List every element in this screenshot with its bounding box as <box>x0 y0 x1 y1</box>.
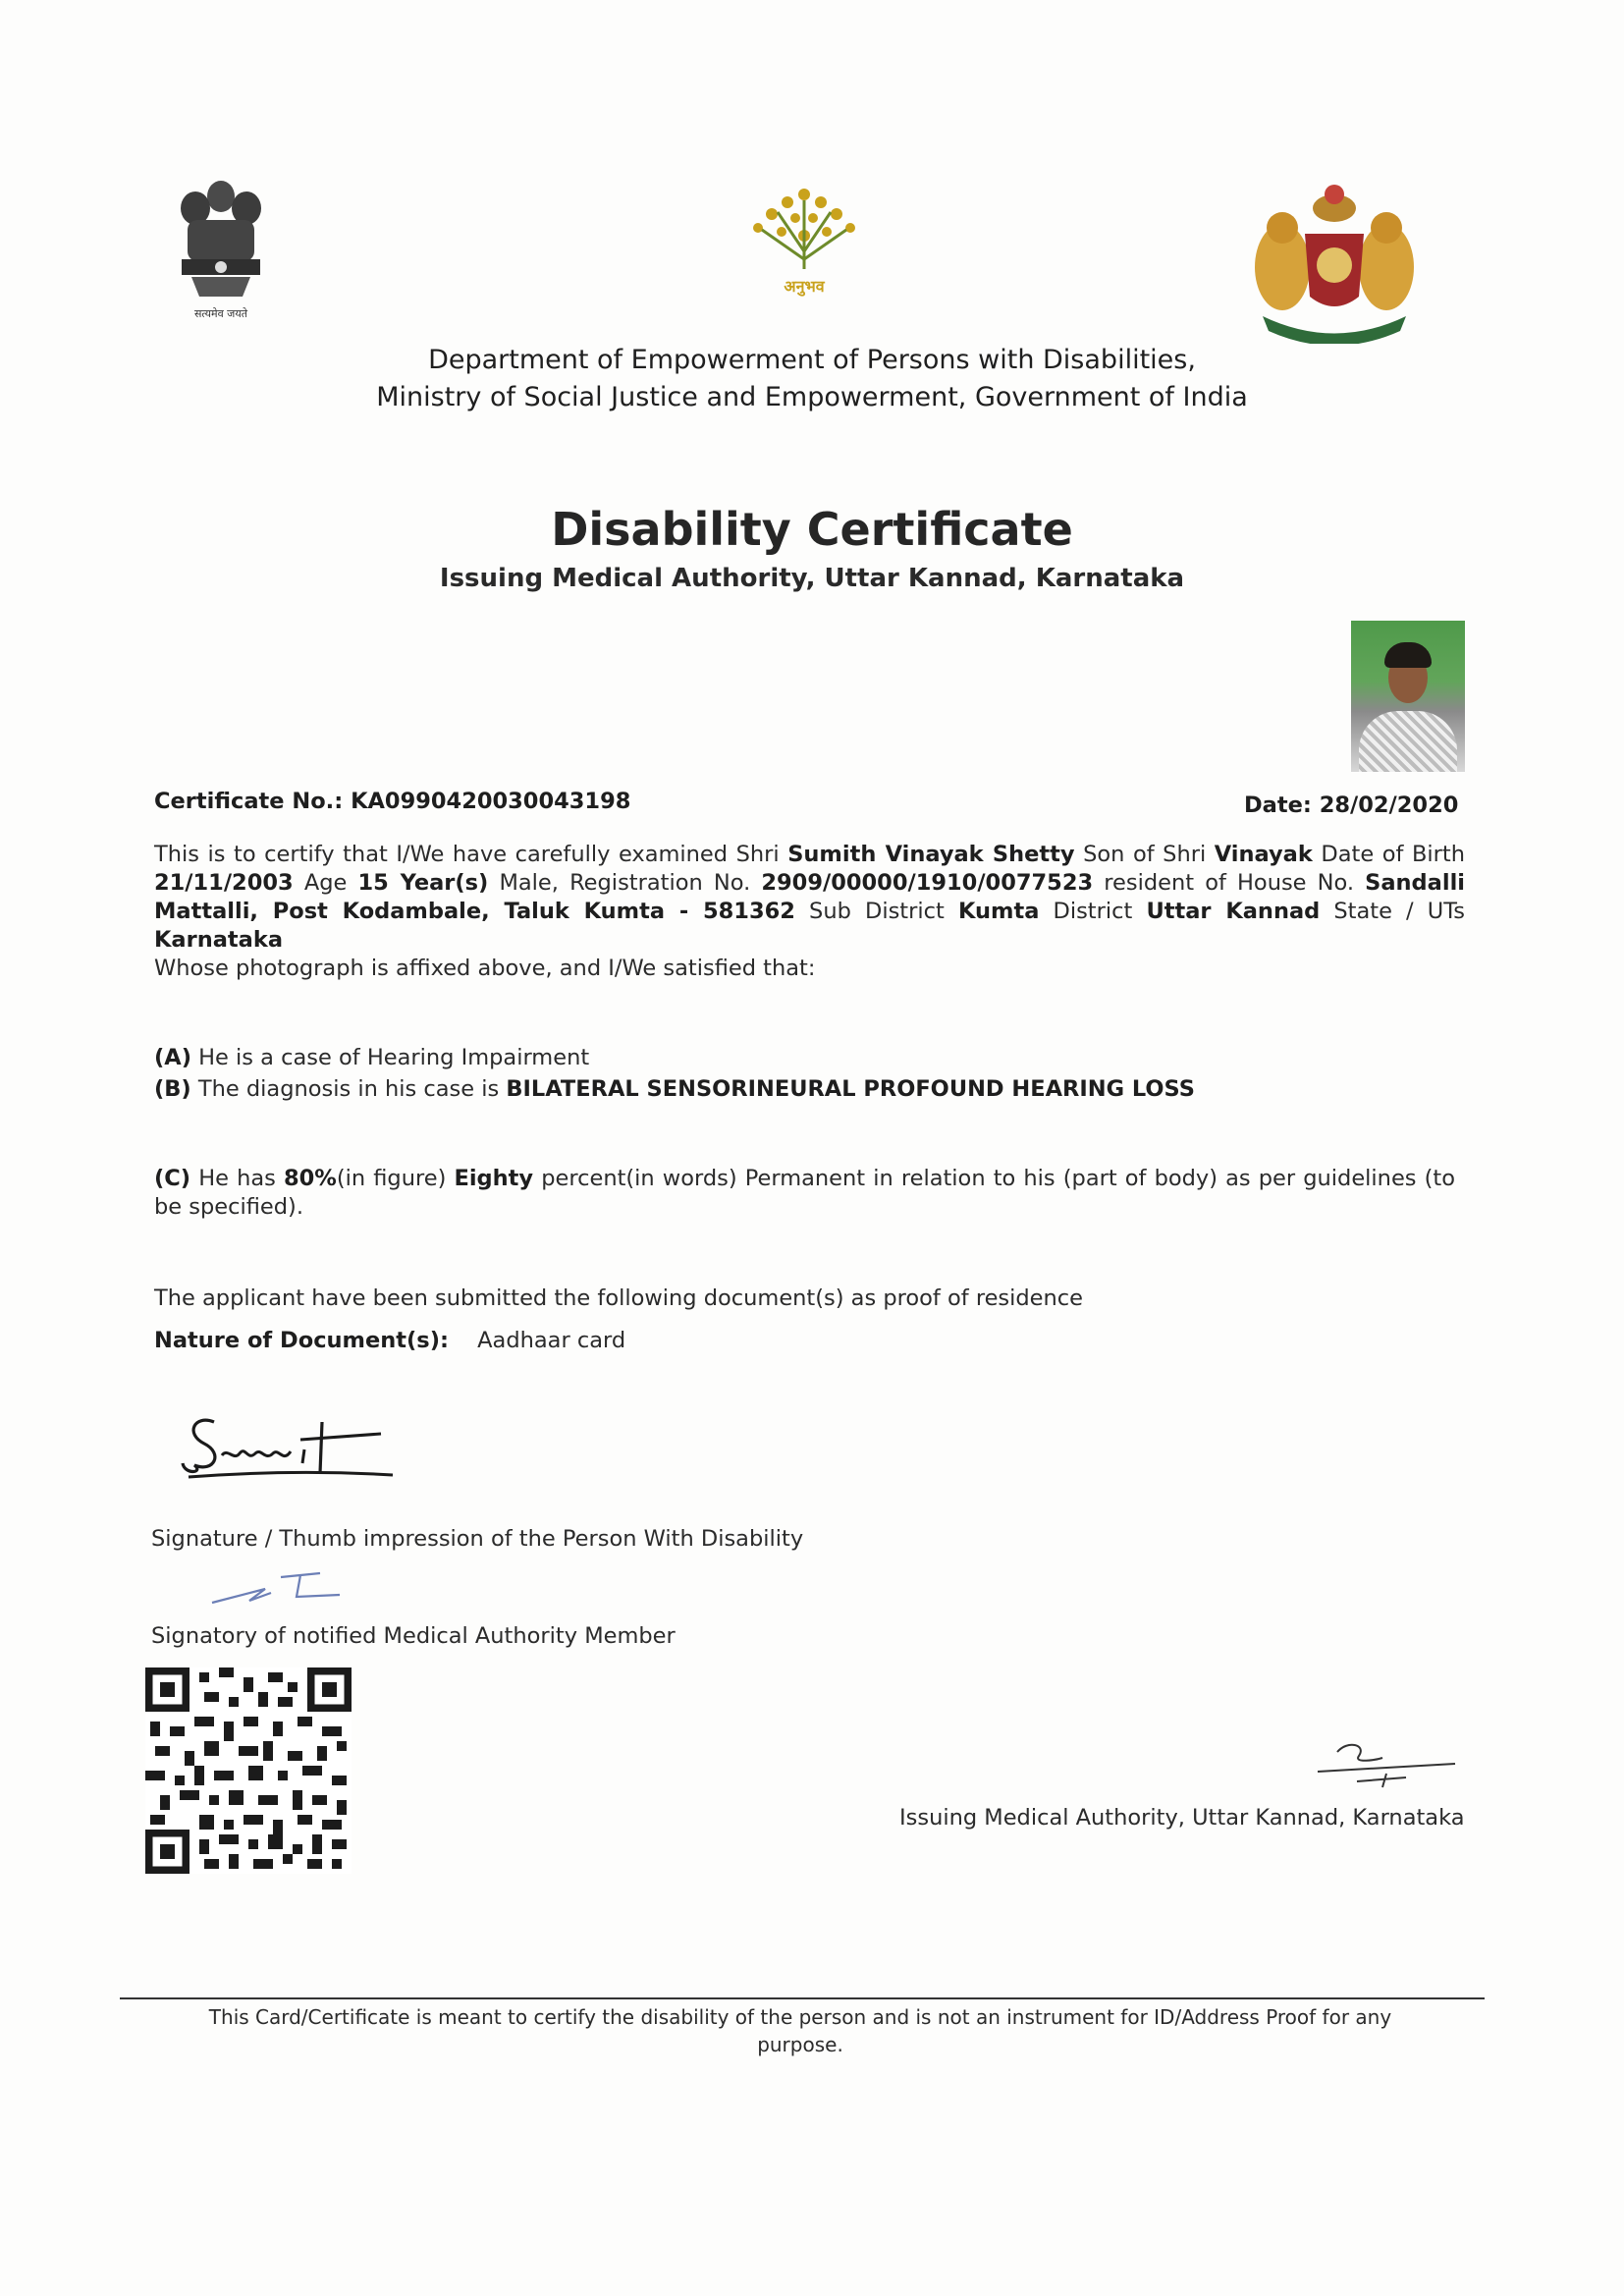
finding-a-label: (A) <box>154 1045 191 1070</box>
date-of-birth: 21/11/2003 <box>154 870 294 896</box>
footer-divider <box>120 1997 1485 1999</box>
department-line-1: Department of Empowerment of Persons with Disabilities, <box>428 345 1196 375</box>
body-text: This is to certify that I/We have carefully examined Shri <box>154 842 788 867</box>
certificate-date-value: 28/02/2020 <box>1319 793 1459 818</box>
registration-number: 2909/00000/1910/0077523 <box>761 870 1094 896</box>
certificate-date <box>1244 791 1458 820</box>
body-text: Age <box>293 870 358 896</box>
issuing-authority-signature <box>1308 1734 1465 1793</box>
finding-b-text: The diagnosis in his case is <box>190 1076 507 1102</box>
state: Karnataka <box>154 927 284 953</box>
qr-code <box>145 1667 352 1874</box>
district: Uttar Kannad <box>1146 899 1321 924</box>
father-name: Vinayak <box>1214 842 1313 867</box>
applicant-signature <box>175 1404 410 1491</box>
certificate-number <box>154 787 630 816</box>
india-emblem <box>172 175 270 330</box>
finding-c-text: He has <box>190 1166 284 1191</box>
finding-a-text: He is a case of Hearing Impairment <box>190 1045 590 1070</box>
issuing-authority-caption: Issuing Medical Authority, Uttar Kannad, Karnataka <box>899 1805 1465 1831</box>
finding-c-text: percent(in words) Permanent in relation to his (part of body) as per guidelines (to be specified). <box>154 1166 1455 1220</box>
footer-note: This Card/Certificate is meant to certify the disability of the person and is not an instrument for ID/Address Proof for any purpose. <box>208 2005 1392 2056</box>
finding-c-label: (C) <box>154 1166 191 1191</box>
lion-capital-icon <box>172 175 270 302</box>
flower-logo-icon <box>738 183 870 271</box>
sub-district: Kumta <box>957 899 1040 924</box>
applicant-photo <box>1351 621 1465 772</box>
certification-paragraph <box>154 841 1465 955</box>
medical-member-caption: Signatory of notified Medical Authority Member <box>151 1623 676 1649</box>
body-text: Date of Birth <box>1312 842 1465 867</box>
medical-member-signature <box>202 1563 379 1613</box>
documents-label: Nature of Document(s): <box>154 1328 449 1353</box>
body-text: District <box>1039 899 1147 924</box>
certificate-number-value: KA0990420030043198 <box>351 789 631 814</box>
certificate-number-label: Certificate No.: <box>154 789 344 814</box>
center-emblem-text: अनुभव <box>784 277 825 296</box>
body-text: Son of Shri <box>1074 842 1215 867</box>
documents-intro: The applicant have been submitted the following document(s) as proof of residence <box>154 1285 1083 1311</box>
photograph-statement: Whose photograph is affixed above, and I/We satisfied that: <box>154 956 816 981</box>
body-text: State / UTs <box>1320 899 1465 924</box>
center-emblem <box>738 183 870 299</box>
age: 15 Year(s) <box>357 870 489 896</box>
body-text: resident of House No. <box>1093 870 1366 896</box>
documents-nature <box>154 1326 625 1355</box>
body-text: Male, Registration No. <box>488 870 762 896</box>
disability-percent-words: Eighty <box>454 1166 534 1191</box>
applicant-signature-caption: Signature / Thumb impression of the Person With Disability <box>151 1526 804 1552</box>
department-line-2: Ministry of Social Justice and Empowerment, Government of India <box>376 382 1248 412</box>
applicant-name: Sumith Vinayak Shetty <box>787 842 1075 867</box>
diagnosis: BILATERAL SENSORINEURAL PROFOUND HEARING LOSS <box>506 1076 1195 1102</box>
finding-a <box>154 1043 589 1072</box>
disability-percent-figure: 80% <box>283 1166 337 1191</box>
emblem-motto: सत्यमेव जयते <box>193 307 247 320</box>
department-header <box>0 342 1624 416</box>
certificate-subtitle: Issuing Medical Authority, Uttar Kannad, Karnataka <box>439 564 1185 593</box>
certificate-title: Disability Certificate <box>551 503 1073 556</box>
gandaberunda-crest-icon <box>1243 179 1426 344</box>
address: Sandalli Mattalli, Post Kodambale, Taluk Kumta - 581362 <box>154 870 1465 924</box>
finding-c <box>154 1165 1455 1222</box>
finding-c-text: (in figure) <box>336 1166 455 1191</box>
karnataka-emblem <box>1243 179 1426 344</box>
certificate-date-label: Date: <box>1244 793 1312 818</box>
finding-b <box>154 1074 1195 1104</box>
documents-value: Aadhaar card <box>477 1328 626 1353</box>
body-text: Sub District <box>794 899 958 924</box>
finding-b-label: (B) <box>154 1076 191 1102</box>
